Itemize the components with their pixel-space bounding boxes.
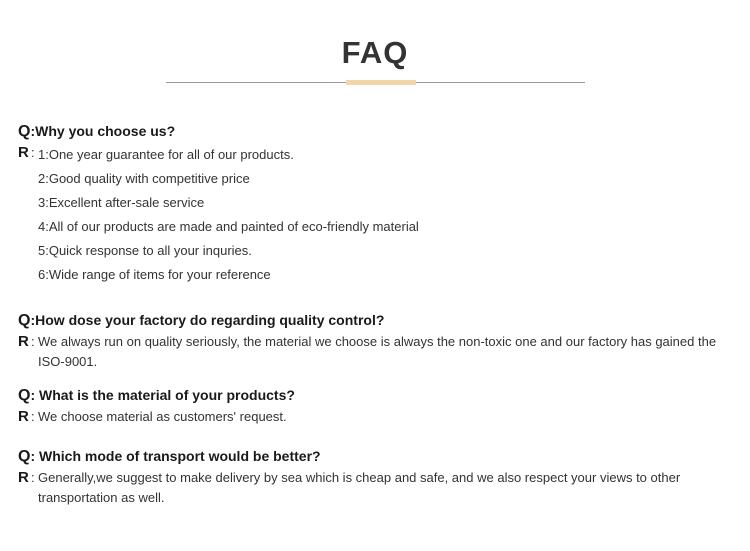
answer-text: Generally,we suggest to make delivery by sea which is cheap and safe, and we also respect your views to other transportation as well. <box>38 470 681 505</box>
answer-marker: R <box>18 333 29 350</box>
faq-item <box>18 384 734 427</box>
faq-answer <box>18 143 734 287</box>
spacer <box>18 372 734 384</box>
answer-text: We always run on quality seriously, the material we choose is always the non-toxic one and our factory has gained the ISO-9001. <box>38 334 717 369</box>
answer-marker: R <box>18 144 29 161</box>
answer-list-item: 5:Quick response to all your inquries. <box>38 243 252 258</box>
faq-list <box>18 120 734 508</box>
question-separator: : <box>30 123 36 139</box>
faq-question <box>18 309 734 331</box>
answer-list-item: 2:Good quality with competitive price <box>38 171 250 186</box>
faq-question <box>18 445 734 467</box>
page-title: FAQ <box>341 35 409 70</box>
question-marker: Q <box>18 123 31 140</box>
faq-answer <box>18 407 734 427</box>
answer-marker: R <box>18 408 29 425</box>
question-marker: Q <box>18 448 31 465</box>
question-marker: Q <box>18 312 31 329</box>
faq-answer <box>18 332 734 372</box>
answer-separator: : <box>31 409 35 424</box>
question-text: How dose your factory do regarding quality control? <box>35 312 385 328</box>
answer-list-item: 6:Wide range of items for your reference <box>38 267 271 282</box>
faq-answer <box>18 468 734 508</box>
faq-question <box>18 120 734 142</box>
answer-separator: : <box>31 470 35 485</box>
title-accent-bar <box>346 80 416 85</box>
faq-item <box>18 309 734 372</box>
answer-list-item: 1:One year guarantee for all of our products. <box>38 147 294 162</box>
question-text: What is the material of your products? <box>35 387 295 403</box>
question-text: Which mode of transport would be better? <box>35 448 321 464</box>
answer-list-item: 4:All of our products are made and painted of eco-friendly material <box>38 219 419 234</box>
faq-question <box>18 384 734 406</box>
question-separator: : <box>30 387 36 403</box>
faq-item <box>18 445 734 508</box>
answer-marker: R <box>18 469 29 486</box>
question-marker: Q <box>18 387 31 404</box>
spacer <box>18 427 734 445</box>
faq-header <box>0 0 750 90</box>
answer-separator: : <box>31 145 35 160</box>
answer-list-item: 3:Excellent after-sale service <box>38 195 205 210</box>
faq-item <box>18 120 734 287</box>
answer-separator: : <box>31 334 35 349</box>
question-separator: : <box>30 448 36 464</box>
answer-text: We choose material as customers' request. <box>38 409 287 424</box>
question-text: Why you choose us? <box>35 123 176 139</box>
spacer <box>18 287 734 309</box>
question-separator: : <box>30 312 36 328</box>
